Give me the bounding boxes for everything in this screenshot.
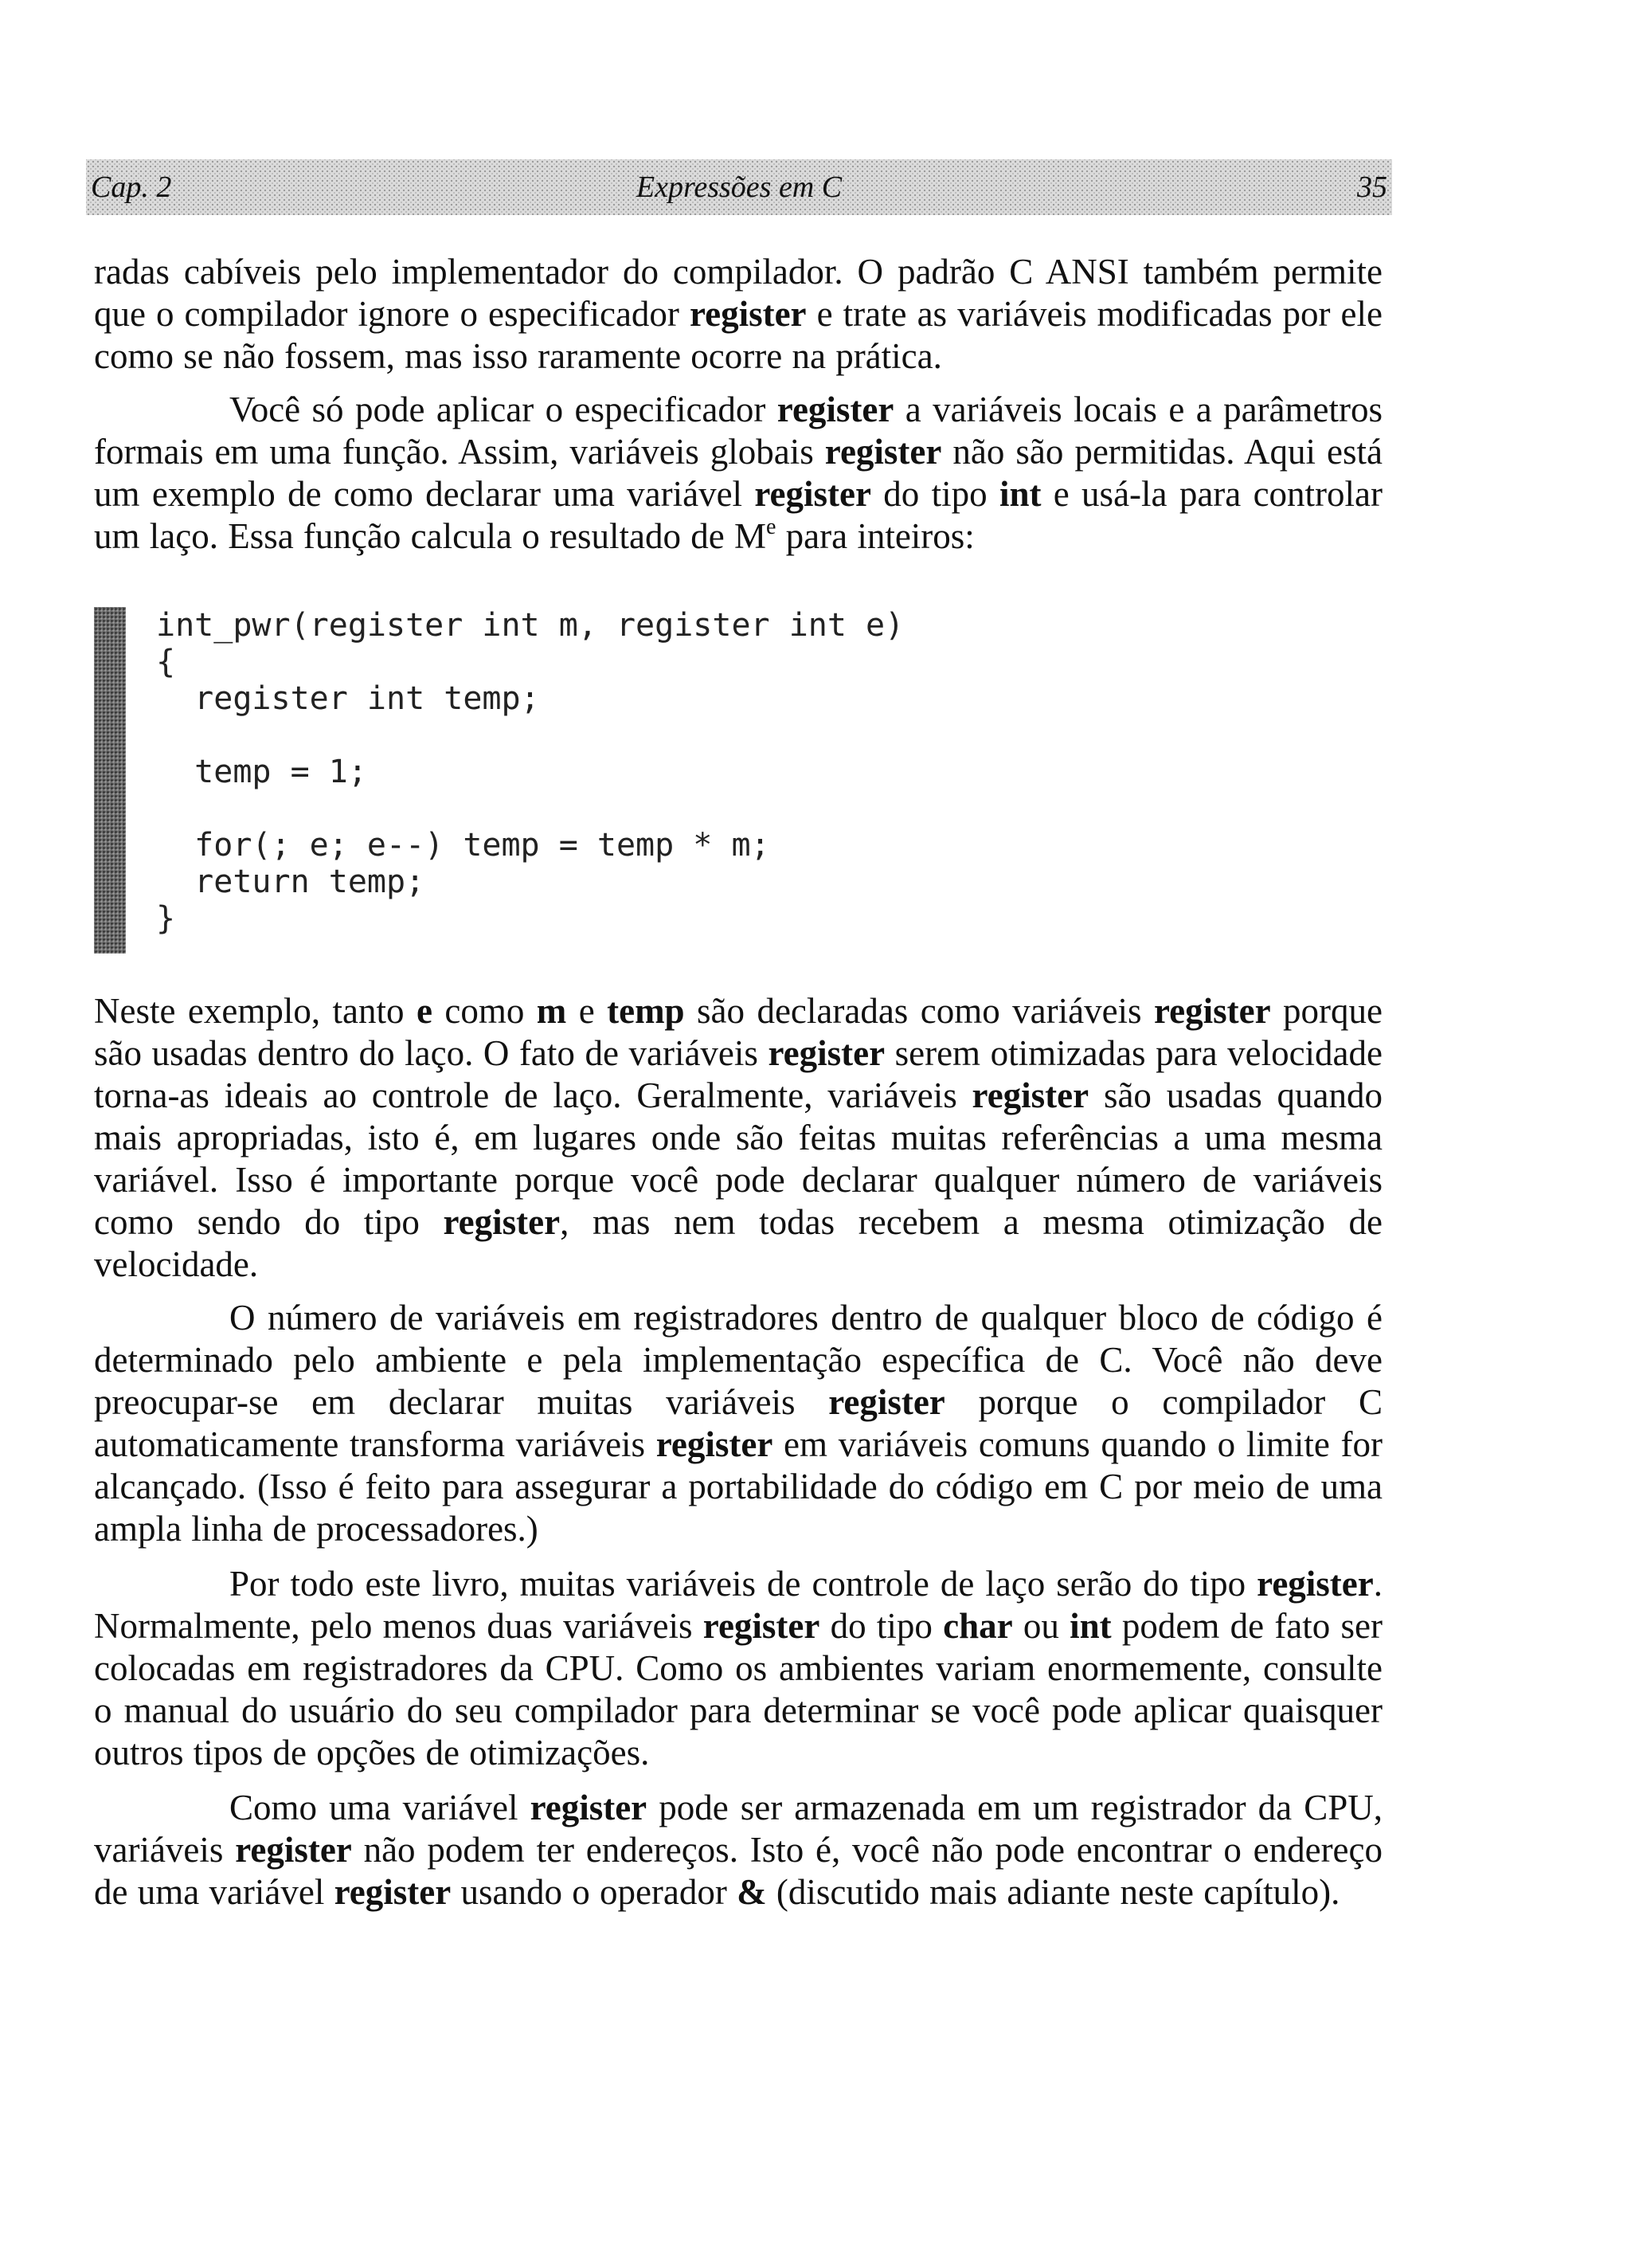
code-text: [156, 607, 904, 937]
page-number: 35: [1357, 170, 1387, 204]
code-line: for(; e; e--) temp = temp * m;: [156, 827, 770, 864]
page-body: [94, 251, 1383, 1914]
code-line: return temp;: [156, 864, 425, 900]
paragraph-3: Neste exemplo, tanto e como m e temp são declaradas como variáveis register porque são usadas dentro do laço. O fato de variáveis register serem otimizadas para velocidade torna-as ideais ao controle de laço. Geralmente, variáveis register são usadas quando mais apropriadas, isto é, em lugares onde são feitas muitas referências a uma mesma variável. Isso é importante porque você pode declarar qualquer número de variáveis como sendo do tipo register, mas nem todas recebem a mesma otimização de velocidade.: [94, 991, 1383, 1284]
code-line: {: [156, 644, 176, 680]
paragraph-5: Por todo este livro, muitas variáveis de controle de laço serão do tipo register. Normalmente, pelo menos duas variáveis register do tipo char ou int podem de fato ser colocadas em registradores da CPU. Como os ambientes variam enormemente, consulte o manual do usuário do seu compilador para determinar se você pode aplicar quaisquer outros tipos de opções de otimizações.: [94, 1564, 1383, 1772]
paragraph-1: radas cabíveis pelo implementador do compilador. O padrão C ANSI também permite que o compilador ignore o especificador register e trate as variáveis modificadas por ele como se não fossem, mas isso raramente ocorre na prática.: [94, 252, 1383, 376]
paragraph-6: Como uma variável register pode ser armazenada em um registrador da CPU, variáveis register não podem ter endereços. Isto é, você não pode encontrar o endereço de uma variável register usando o operador & (discutido mais adiante neste capítulo).: [94, 1788, 1383, 1912]
code-line: register int temp;: [156, 680, 540, 717]
running-header: [86, 159, 1392, 215]
code-line: temp = 1;: [156, 754, 367, 790]
code-line: [156, 717, 904, 754]
code-line: int_pwr(register int m, register int e): [156, 607, 905, 644]
code-listing: [94, 607, 1383, 954]
paragraph-4: O número de variáveis em registradores dentro de qualquer bloco de código é determinado pelo ambiente e pela implementação específica de C. Você não deve preocupar-se em declarar muitas variáveis register porque o compilador C automaticamente transforma variáveis register em variáveis comuns quando o limite for alcançado. (Isso é feito para assegurar a portabilidade do código em C por meio de uma ampla linha de processadores.): [94, 1298, 1383, 1549]
chapter-label: Cap. 2: [91, 170, 172, 204]
paragraph-2: Você só pode aplicar o especificador register a variáveis locais e a parâmetros formais em uma função. Assim, variáveis globais register não são permitidas. Aqui está um exemplo de como declarar uma variável register do tipo int e usá-la para controlar um laço. Essa função calcula o resultado de Me para inteiros:: [94, 390, 1383, 556]
chapter-title: Expressões em C: [636, 170, 843, 204]
exponent-superscript: e: [765, 515, 776, 539]
code-sidebar-bar: [94, 607, 126, 954]
code-line: }: [156, 900, 176, 937]
code-line: [156, 790, 904, 827]
